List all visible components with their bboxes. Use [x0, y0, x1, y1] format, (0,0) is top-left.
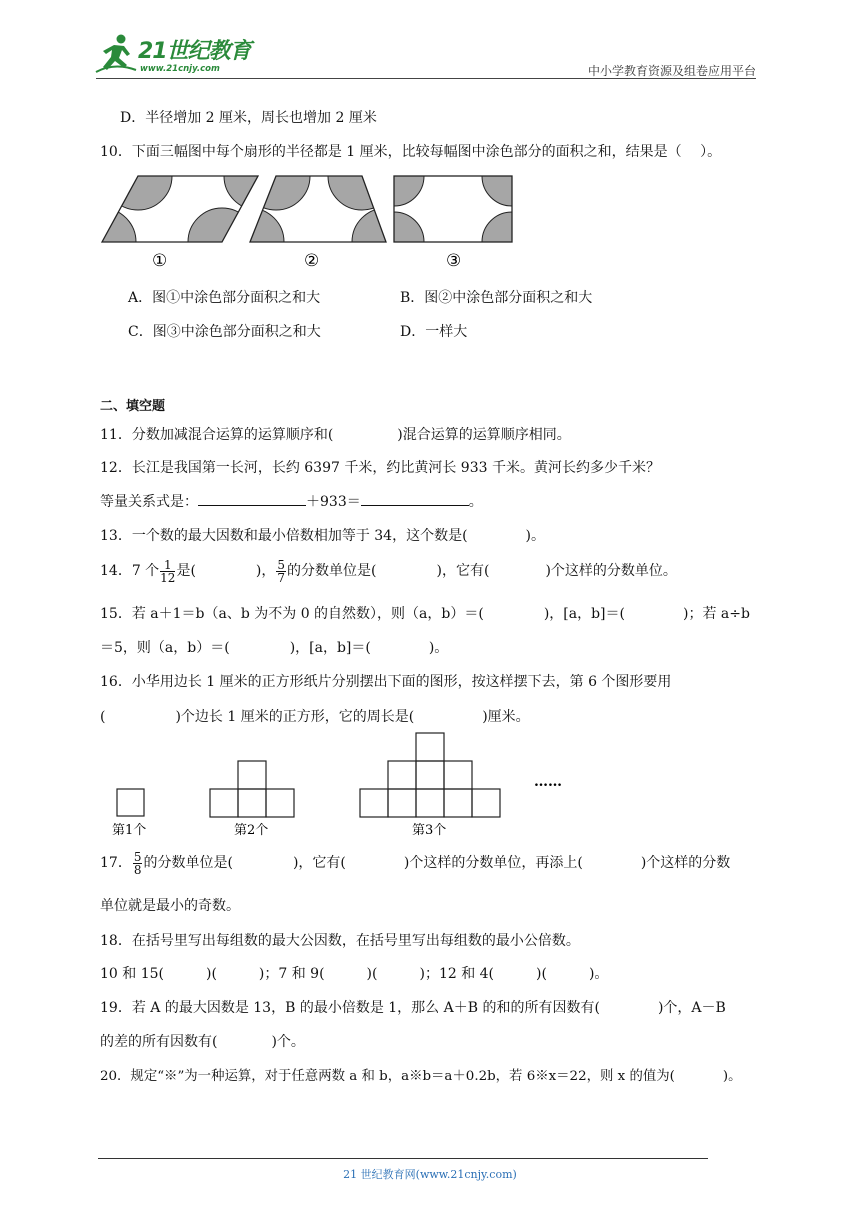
- square-pattern-1: [117, 789, 144, 816]
- q15-text-e: )，[a，b]＝(: [289, 640, 371, 656]
- q10-option-b: B．图②中涂色部分面积之和大: [400, 290, 593, 306]
- q20: [100, 1065, 741, 1084]
- q12-text-a: 等量关系式是：: [100, 494, 198, 510]
- footer-text[interactable]: 21 世纪教育网(www.21cnjy.com): [343, 1168, 517, 1181]
- q20-text-b: )。: [722, 1069, 742, 1084]
- q14-frac1-num: 1: [160, 559, 175, 572]
- q14-fraction-2: [276, 559, 286, 584]
- q19-line1: [100, 997, 726, 1017]
- q10-option-c: C．图③中涂色部分面积之和大: [128, 324, 321, 340]
- figure-3-rectangle: [364, 168, 526, 272]
- q14-text-b: 是(: [176, 563, 196, 579]
- runner-logo-icon: [94, 32, 138, 76]
- q12-text-b: ＋933＝: [306, 494, 361, 510]
- q17-text-e: )个这样的分数: [640, 855, 731, 871]
- q16-square-patterns: [100, 728, 580, 840]
- q16-text-a: (: [100, 709, 106, 725]
- q14-frac2-num: 5: [277, 557, 286, 572]
- q15-text-c: )；若 a÷b: [682, 606, 750, 622]
- q13: [100, 525, 545, 545]
- q18-line1: 18．在括号里写出每组数的最大公因数，在括号里写出每组数的最小公倍数。: [100, 933, 580, 949]
- q11: [100, 424, 571, 444]
- q15-text-a: 15．若 a＋1＝b（a、b 为不为 0 的自然数），则（a，b）＝(: [100, 606, 484, 622]
- platform-title: 中小学教育资源及组卷应用平台: [587, 64, 756, 78]
- q14-text-a: 14．7 个: [100, 563, 160, 579]
- q17-frac-num: 5: [133, 849, 142, 864]
- q17-line2: 单位就是最小的奇数。: [100, 898, 240, 914]
- q10-option-d: D．一样大: [400, 324, 468, 340]
- q19-line2: [100, 1031, 305, 1051]
- figure-3-label: ③: [446, 251, 462, 271]
- square-pattern-3: [360, 733, 500, 817]
- q12-text-c: 。: [468, 494, 483, 510]
- q16-line2: [100, 706, 530, 726]
- pattern-ellipsis: ……: [534, 774, 562, 790]
- q15-line1: [100, 603, 750, 623]
- header-divider: [96, 78, 756, 79]
- q17-text-c: )，它有(: [292, 855, 346, 871]
- footer-divider: [98, 1158, 708, 1159]
- q11-text-a: 11．分数加减混合运算的运算顺序和(: [100, 427, 334, 443]
- q14-text-e: )，它有(: [436, 563, 490, 579]
- q19-text-a: 19．若 A 的最大因数是 13，B 的最小倍数是 1，那么 A＋B 的和的所有因数有(: [100, 1000, 600, 1016]
- q16-text-c: )厘米。: [482, 709, 530, 725]
- q19-text-c: 的差的所有因数有(: [100, 1034, 218, 1050]
- q14-frac1-den: 12: [160, 570, 176, 585]
- q17-text-d: )个这样的分数单位，再添上(: [403, 855, 583, 871]
- q17-line1: [100, 848, 730, 878]
- figure-1-label: ①: [152, 251, 168, 271]
- q9-option-d: D．半径增加 2 厘米，周长也增加 2 厘米: [120, 110, 377, 126]
- logo-url: www.21cnjy.com: [140, 64, 220, 74]
- q12-line2: [100, 491, 483, 511]
- q14-text-c: )，: [255, 563, 276, 579]
- q17-fraction: [133, 851, 143, 876]
- q16-text-b: )个边长 1 厘米的正方形，它的周长是(: [175, 709, 415, 725]
- q10-figures: [96, 168, 526, 276]
- q14: [100, 556, 677, 586]
- figure-2-label: ②: [304, 251, 320, 271]
- q15-line2: [100, 637, 448, 657]
- q14-text-f: )个这样的分数单位。: [545, 563, 677, 579]
- q12-blank-2[interactable]: [361, 491, 469, 506]
- q10-option-a: A．图①中涂色部分面积之和大: [128, 290, 321, 306]
- q13-text-b: )。: [525, 528, 546, 544]
- square-pattern-2: [210, 761, 294, 817]
- q12-blank-1[interactable]: [198, 491, 306, 506]
- pattern-1-label: 第1个: [112, 823, 147, 838]
- q20-text-a: 20．规定“※”为一种运算，对于任意两数 a 和 b，a※b＝a＋0.2b，若 6※x＝22，则 x 的值为(: [100, 1069, 675, 1084]
- q17-text-a: 17．: [100, 855, 132, 871]
- q13-text-a: 13．一个数的最大因数和最小倍数相加等于 34，这个数是(: [100, 528, 468, 544]
- q19-text-d: )个。: [271, 1034, 305, 1050]
- q17-text-b: 的分数单位是(: [143, 855, 233, 871]
- q19-text-b: )个，A－B: [657, 1000, 726, 1016]
- q12-line1: 12．长江是我国第一长河，长约 6397 千米，约比黄河长 933 千米。黄河长约多少千米？: [100, 460, 660, 476]
- q15-text-b: )，[a，b]＝(: [543, 606, 625, 622]
- pattern-2-label: 第2个: [234, 823, 269, 838]
- q11-text-b: )混合运算的运算顺序相同。: [397, 427, 571, 443]
- q16-line1: 16．小华用边长 1 厘米的正方形纸片分别摆出下面的图形，按这样摆下去，第 6 个图形要用: [100, 674, 672, 690]
- q15-text-f: )。: [428, 640, 449, 656]
- q17-frac-den: 8: [133, 862, 142, 877]
- q14-fraction-1: [160, 559, 175, 584]
- q18-line2: 10 和 15( )( )；7 和 9( )( )；12 和 4( )( )。: [100, 966, 609, 982]
- q14-frac2-den: 7: [277, 570, 286, 585]
- logo-text: 21世纪教育: [138, 39, 251, 64]
- section-title-fill-blank: 二、填空题: [100, 399, 166, 414]
- q15-text-d: ＝5，则（a，b）＝(: [100, 640, 230, 656]
- site-logo: [94, 32, 264, 78]
- pattern-3-label: 第3个: [412, 823, 447, 838]
- q10-stem: 10．下面三幅图中每个扇形的半径都是 1 厘米，比较每幅图中涂色部分的面积之和，结果是（ ）。: [100, 144, 722, 160]
- q14-text-d: 的分数单位是(: [287, 563, 377, 579]
